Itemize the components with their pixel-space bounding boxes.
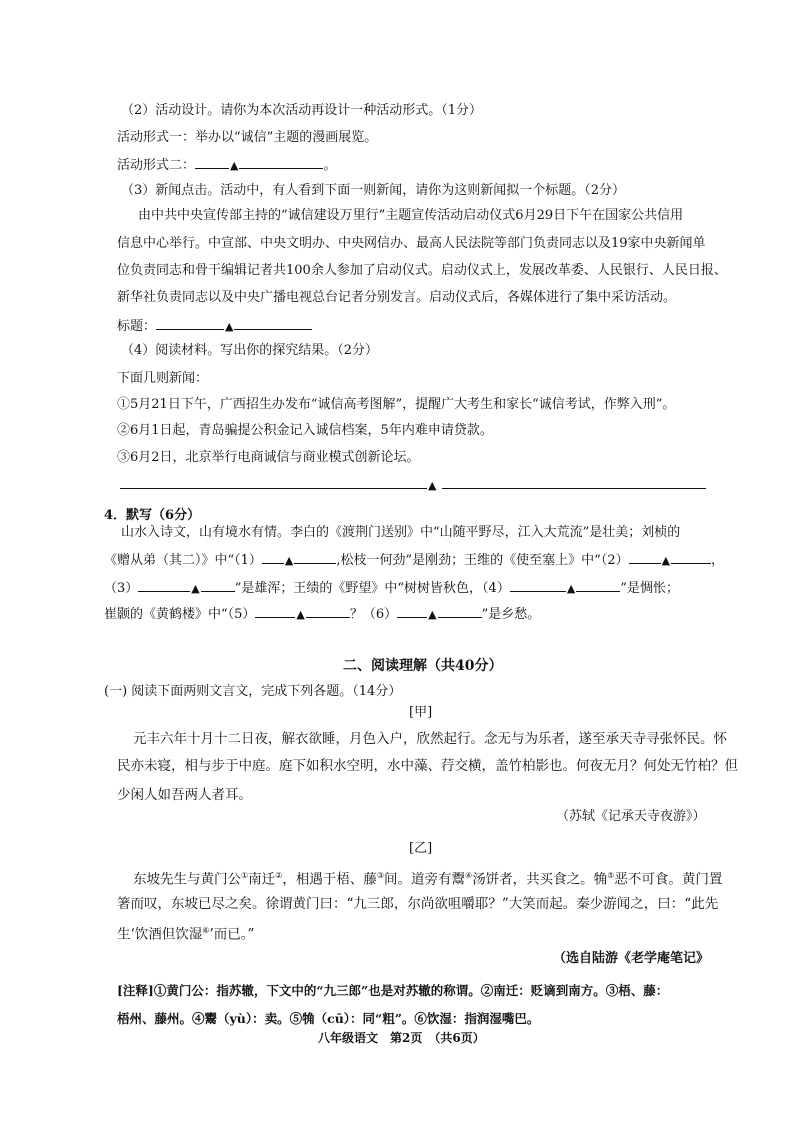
passage-a-label: [甲] [409, 705, 433, 720]
dictation-text: ,松枝一何劲”是刚劲；王维的《使至塞上》中“（2） [336, 553, 629, 568]
answer-marker: ▲ [191, 582, 200, 595]
footnote-ref: ④ [465, 871, 473, 880]
answer-blank[interactable] [306, 605, 350, 618]
question-3-prompt: （3）新闻点击。活动中，有人看到下面一则新闻，请你为这则新闻拟一个标题。（2分） [121, 183, 626, 198]
dictation-text: ？（6） [349, 607, 398, 622]
passage-a-line: 元丰六年十月十二日夜，解衣欲睡，月色入户，欣然起行。念无与为乐者，遂至承天寺寻张怀民。怀 [133, 731, 727, 747]
footnote-ref: ⑥ [202, 926, 210, 935]
answer-marker: ▲ [296, 608, 305, 621]
answer-blank[interactable] [195, 156, 229, 169]
title-label: 标题： [117, 319, 157, 334]
answer-blank[interactable] [234, 317, 312, 330]
answer-blank[interactable] [201, 579, 235, 592]
page-footer: 八年级语文 第2页 （共6页） [318, 1031, 485, 1045]
news-item: ②6月1日起，青岛骗提公积金记入诚信档案，5年内难申请贷款。 [117, 423, 493, 438]
dictation-text: （3） [104, 581, 139, 596]
answer-blank[interactable] [239, 156, 323, 169]
news-line: 位负责同志和骨干编辑记者共100余人参加了启动仪式。启动仪式上，发展改革委、人民银行、人民日报、 [117, 263, 727, 278]
answer-blank[interactable] [397, 605, 427, 618]
news-item: ③6月2日，北京举行电商诚信与商业模式创新论坛。 [117, 450, 420, 465]
news-line: 由中共中央宣传部主持的“诚信建设万里行”主题宣传活动启动仪式6月29日下午在国家公共信用 [138, 208, 684, 223]
activity-form-2-label: 活动形式二： [117, 158, 196, 173]
answer-blank[interactable] [576, 579, 620, 592]
passage-text: 汤饼者，共买食之。觕 [472, 871, 608, 888]
news-line: 信息中心举行。中宣部、中央文明办、中央网信办、最高人民法院等部门负责同志以及19家中央新闻单 [117, 236, 706, 251]
footnote-ref: ③ [376, 871, 385, 880]
news-item: ①5月21日下午，广西招生办发布“诚信高考图解”，提醒广大考生和家长“诚信考试，作弊入刑”。 [117, 397, 676, 412]
answer-blank[interactable] [156, 317, 224, 330]
passage-b-line [117, 922, 254, 944]
dictation-line [104, 551, 724, 570]
answer-blank[interactable] [438, 605, 482, 618]
answer-marker: ▲ [230, 159, 239, 172]
dictation-line: 山水入诗文，山有境水有情。李白的《渡荆门送别》中“山随平野尽，江入大荒流”是壮美；刘桢的 [121, 525, 681, 540]
footnote-ref: ② [275, 871, 283, 880]
answer-blank[interactable] [629, 551, 661, 564]
passage-text: 南迁 [248, 871, 276, 888]
dictation-heading: 4．默写（6分） [104, 508, 201, 523]
passage-a-source: （苏轼《记承天寺夜游》） [556, 809, 706, 824]
passage-b-line [133, 867, 722, 889]
dictation-text: ， [711, 553, 725, 568]
dictation-text: ”是雄浑；王绩的《野望》中“树树皆秋色，（4） [234, 581, 510, 596]
answer-marker: ▲ [225, 320, 234, 333]
title-answer-line [117, 317, 312, 336]
passage-text: ，相遇于梧、藤 [282, 871, 377, 888]
dictation-text: 《赠从弟（其二）》中“（1） [104, 553, 262, 568]
footnote-ref: ⑤ [607, 871, 615, 880]
answer-blank[interactable] [262, 551, 284, 564]
news-list-heading: 下面几则新闻： [117, 371, 209, 386]
passage-a-line: 民亦未寝，相与步于中庭。庭下如积水空明，水中藻、荇交横，盖竹柏影也。何夜无月？何处无竹柏？但 [117, 758, 738, 774]
dictation-text: 崔颢的《黄鹤楼》中“（5） [104, 607, 256, 622]
passage-text: 生‘饮酒但饮湿 [117, 926, 203, 943]
passage-b-source: （选自陆游《老学庵笔记》 [553, 951, 710, 966]
answer-line[interactable] [120, 488, 427, 489]
passage-b-label: [乙] [409, 841, 433, 856]
activity-form-1: 活动形式一：举办以“诚信”主题的漫画展览。 [117, 130, 378, 145]
activity-form-2 [117, 156, 337, 175]
passage-text: 间。道旁有鬻 [384, 871, 466, 888]
answer-blank[interactable] [510, 579, 566, 592]
footnote-ref: ① [241, 871, 249, 880]
passage-b-line: 箸而叹，东坡已尽之矣。徐谓黄门曰：“九三郎，尔尚欲咀嚼耶？”大笑而起。秦少游闻之，曰：“此先 [117, 896, 719, 912]
section-intro: (一) 阅读下面两则文言文，完成下列各题。（14分） [104, 684, 402, 699]
punctuation: 。 [323, 158, 337, 173]
dictation-text: ”是惆怅； [620, 581, 679, 596]
dictation-line [104, 605, 540, 624]
question-4-prompt: （4）阅读材料。写出你的探究结果。（2分） [121, 343, 379, 358]
passage-a-line: 少闲人如吾两人者耳。 [117, 787, 252, 803]
answer-marker: ▲ [566, 582, 576, 595]
answer-blank[interactable] [294, 551, 336, 564]
answer-line[interactable] [442, 488, 706, 489]
passage-text: 东坡先生与黄门公 [133, 871, 241, 888]
section-heading: 二、阅读理解（共40分） [343, 658, 503, 674]
passage-text: ’而已。” [209, 926, 255, 943]
answer-marker: ▲ [428, 479, 437, 492]
answer-blank[interactable] [138, 579, 190, 592]
annotation-line: 梧州、藤州。④鬻（yù）：卖。⑤觕（cū）：同“粗”。⑥饮湿：指润湿嘴巴。 [117, 1011, 540, 1026]
answer-marker: ▲ [284, 554, 294, 567]
dictation-text: ”是乡愁。 [481, 607, 541, 622]
annotation-line: [注释]①黄门公：指苏辙，下文中的“九三郎”也是对苏辙的称谓。②南迁：贬谪到南方。③梧、藤： [117, 983, 669, 998]
question-2-prompt: （2）活动设计。请你为本次活动再设计一种活动形式。（1分） [121, 103, 483, 118]
answer-marker: ▲ [428, 608, 437, 621]
passage-text: 恶不可食。黄门置 [614, 871, 723, 888]
answer-blank[interactable] [255, 605, 295, 618]
dictation-line [104, 579, 679, 598]
answer-blank[interactable] [671, 551, 711, 564]
answer-marker: ▲ [661, 554, 671, 567]
news-line: 新华社负责同志以及中央广播电视总台记者分别发言。启动仪式后，各媒体进行了集中采访活动。 [117, 290, 677, 305]
